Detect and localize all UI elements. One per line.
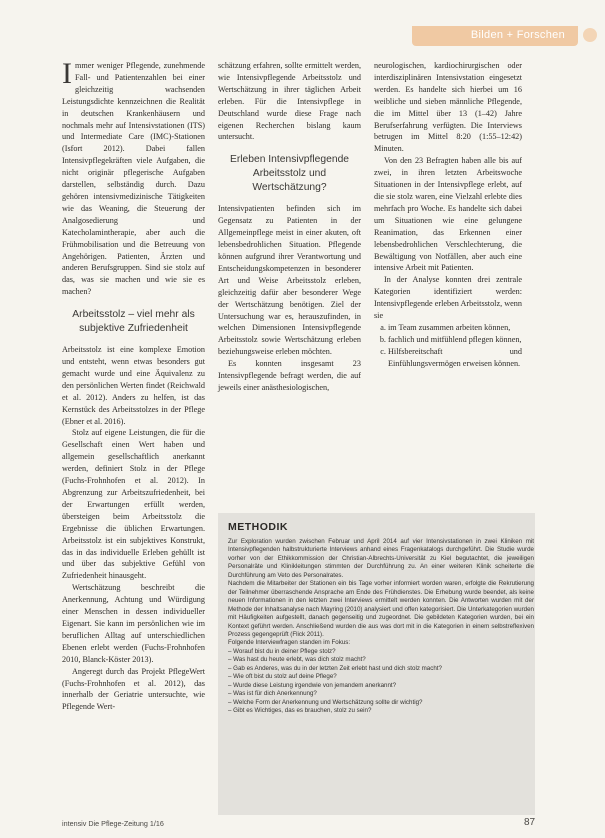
article-column-1	[62, 57, 205, 713]
body-paragraph: Stolz auf eigene Leistungen, die für die Gesellschaft einen Wert haben und allgemein gesellschaftlich anerkannt werden, definiert Stolz in der Pflege (Fuchs-Frohnhofen et al. 2012). In Abgrenzung zur Arbeitszufriedenheit, bei der Erwartungen erfüllt werden, übersteigen beim Arbeitsstolz die Ergebnisse die üblichen Erwartungen. Arbeitsstolz ist ein subjektives Konstrukt, das in das individuelle Erleben gehüllt ist und über das subjektive Gefühl von Zufriedenheit hinausgeht.	[62, 428, 205, 581]
section-label: Bilden + Forschen	[470, 29, 565, 41]
body-paragraph: In der Analyse konnten drei zentrale Kategorien identifiziert werden: Intensivpflegende erleben Arbeitsstolz, wenn sie	[374, 275, 522, 321]
list-item: b. fachlich und mitfühlend pflegen können,	[388, 334, 522, 346]
journal-footer: intensiv Die Pflege-Zeitung 1/16	[62, 819, 164, 828]
list-item: – Gibt es Wichtiges, das es brauchen, stolz zu sein?	[228, 707, 534, 715]
list-item: a. im Team zusammen arbeiten können,	[388, 322, 522, 334]
method-paragraph: Zur Exploration wurden zwischen Februar und April 2014 auf vier Intensivstationen in zwei Kliniken mit Intensivpflegenden halbstrukturierte Interviews anhand eines Fragenkatalogs durchgeführt. Die Studie wurde vorher von der Ethikkommission der Christian-Albrechts-Universität zu Kiel begutachtet, die jeweiligen Personalräte und Klinikleitungen stimmten der Durchführung zu. An einer weiteren Klinik scheiterte die Durchführung am Veto des Personalrates.	[228, 538, 534, 579]
intro-paragraph: Immer weniger Pflegende, zunehmende Fall- und Patientenzahlen bei einer gleichzeitig wachsenden Leistungsdichte kennzeichnen die Realität in deutschen Krankenhäusern und nochmals mehr auf Intensivstationen (ITS) und Intermediate Care (IMC)-Stationen (Isfort 2012). Dabei fallen Intensivpflegekräften viele Aufgaben, die nicht originär pflegerische Aufgaben darstellen, selbständig durch. Dazu gehören intensivmedizinische Tätigkeiten wie das Weaning, die Steuerung der Analgosedierung und Katecholamintherapie, aber auch die Frühmobilisation und die Betreuung von Angehörigen. Patienten, Ärzten und anderen Berufsgruppen. Sind sie stolz auf das, was sie machen und wie sie es machen?	[62, 57, 205, 297]
subheading-arbeitsstolz: Arbeitsstolz – viel mehr als subjektive Zufriedenheit	[72, 309, 195, 335]
body-paragraph: schätzung erfahren, sollte ermittelt werden, wie Intensivpflegende Arbeitsstolz und Wertschätzung in ihrer täglichen Arbeit erleben. Für die Intensivpflege in Deutschland wurde diese Frage nach eigenen Recherchen bislang kaum untersucht.	[218, 61, 361, 142]
body-paragraph: Es konnten insgesamt 23 Intensivpflegende befragt werden, die auf jeweils einer anästhesiologischen,	[218, 359, 361, 392]
subheading-erleben: Erleben Intensivpflegende Arbeitsstolz und Wertschätzung?	[229, 154, 350, 194]
body-paragraph: Von den 23 Befragten haben alle bis auf zwei, in ihren letzten Arbeitswoche Situationen in der Intensivpflege erlebt, auf die sie stolz waren, eine Vielzahl erlebte dies mehrfach pro Woche. Es handelte sich dabei um Situationen wie eine gelungene Reanimation, das Erkennen einer lebensbedrohlichen Verschlechterung, die Bewältigung von Notfällen, aber auch eine intensive Arbeit mit Patienten.	[374, 156, 522, 273]
method-paragraph: Folgende Interviewfragen standen im Fokus:	[228, 639, 351, 647]
body-paragraph: Intensivpatienten befinden sich im Gegensatz zu Patienten in der Allgemeinpflege meist in einer akuten, oft lebensbedrohlichen Situation. Pflegende können aufgrund ihrer Verantwortung und Entscheidungskompetenzen in besonderer Art und Weise Arbeitsstolz erleben, gleichzeitig dafür aber besonderer Wege der Wertschätzung benötigen. Ziel der Untersuchung war es, herauszufinden, in welchen Dimensionen Intensivpflegende Arbeitsstolz sowie Wertschätzung erleben beziehungsweise erleben möchten.	[218, 204, 361, 357]
list-item: – Worauf bist du in deiner Pflege stolz?	[228, 648, 534, 656]
page-number: 87	[524, 817, 536, 828]
list-item: – Was hast du heute erlebt, was dich stolz macht?	[228, 656, 534, 664]
drop-cap: I	[62, 57, 72, 90]
body-paragraph: Wertschätzung beschreibt die Anerkennung, Achtung und Würdigung einer Menschen in dessen individueller Eigenart. Sie kann im persönlichen wie im beruflichen Alltag auf unterschiedlichen Ebenen erlebt werden (Fuchs-Frohnhofen 2010, Blanck-Köster 2013).	[62, 583, 205, 664]
body-paragraph: neurologischen, kardiochirurgischen oder interdisziplinären Intensivstation eingesetzt werden. Es handelte sich hierbei um 16 weibliche und sieben männliche Pflegende, die im Mittel über 13 (1–42) Jahre Berufserfahrung verfügten. Die Interviews betrugen im Mittel 8:20 (1:55–12:42) Minuten.	[374, 61, 522, 154]
method-paragraph: Nachdem die Mitarbeiter der Stationen ein bis Tage vorher informiert worden waren, erfolgte die Rekrutierung der Teilnehmer überraschende Ansprache am Ende des Frühdienstes. Die Erhebung wurde beendet, als keine neuen Informationen in den letzten zwei Interviews ermittelt werden konnten. Die Antworten wurden mit der Methode der Inhaltsanalyse nach Mayring (2010) analysiert und offen kategorisiert. Die Unterkategorien wurden mit Häufigkeiten aufgestellt, danach gegenseitig und zugeordnet. Die gebildeten Kategorien wurden, bei ein Kontext geführt werden. Anschließend wurden die aus was dort mit in die Kategorien in einem selbstreflexiven Prozess gegengeprüft (Flick 2011).	[228, 580, 534, 638]
list-item: – Wurde diese Leistung irgendwie von jemandem anerkannt?	[228, 682, 534, 690]
body-paragraph: Angeregt durch das Projekt PflegeWert (Fuchs-Frohnhofen et al. 2012), das innerhalb der Geriatrie untersuchte, wie Pflegende Wert-	[62, 666, 205, 712]
list-item: – Welche Form der Anerkennung und Wertschätzung sollte dir wichtig?	[228, 699, 534, 707]
method-title: METHODIK	[228, 521, 288, 533]
question-list	[228, 648, 534, 716]
decorative-dot	[583, 28, 597, 42]
list-item: c. Hilfsbereitschaft und Einfühlungsvermögen erweisen können.	[388, 346, 522, 370]
method-body	[228, 538, 534, 716]
list-item: – Was ist für dich Anerkennung?	[228, 690, 534, 698]
body-paragraph: Arbeitsstolz ist eine komplexe Emotion und entsteht, wenn etwas besonders gut gemacht wurde und eine Äquivalenz zu den persönlichen Werten findet (Reichwald et al. 2012). Anders zu helfen, ist das Kernstück des Arbeitsstolzes in der Pflege (Ebner et al. 2016).	[62, 345, 205, 426]
category-list	[374, 322, 522, 370]
article-column-2	[218, 60, 361, 394]
article-column-3	[374, 60, 522, 370]
list-item: – Gab es Anderes, was du in der letzten Zeit erlebt hast und dich stolz macht?	[228, 665, 534, 673]
list-item: – Wie oft bist du stolz auf deine Pflege?	[228, 673, 534, 681]
